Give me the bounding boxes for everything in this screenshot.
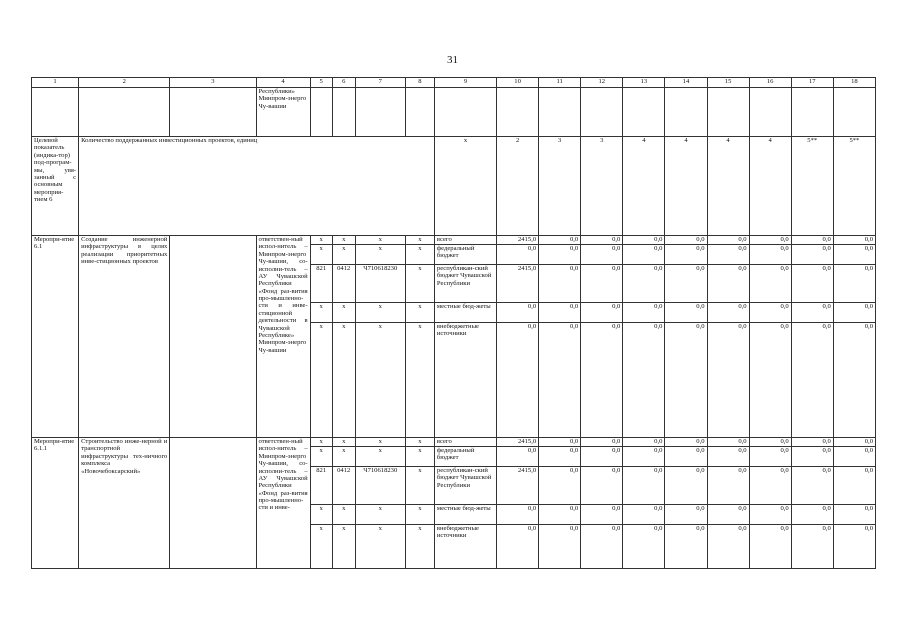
funding-value: 2415,0 bbox=[497, 438, 539, 447]
funding-value: 0,0 bbox=[539, 438, 581, 447]
target-article-code: х bbox=[355, 447, 405, 467]
target-article-code: х bbox=[355, 438, 405, 447]
funding-value: 0,0 bbox=[791, 447, 833, 467]
column-number: 8 bbox=[405, 78, 434, 88]
funding-value: 0,0 bbox=[749, 265, 791, 303]
section-code: х bbox=[332, 245, 355, 265]
expense-type-code: х bbox=[405, 525, 434, 569]
funding-row bbox=[32, 236, 876, 245]
funding-value: 0,0 bbox=[833, 265, 875, 303]
expense-type-code: х bbox=[405, 303, 434, 323]
funding-value: 0,0 bbox=[581, 525, 623, 569]
empty-cell bbox=[405, 88, 434, 137]
funding-value: 0,0 bbox=[833, 505, 875, 525]
funding-value: 0,0 bbox=[833, 303, 875, 323]
funding-value: 0,0 bbox=[581, 438, 623, 447]
measure-name: Строительство инже-нерной и транспортной инфраструктуры тех-ничного комплекса «Новочебоксарский» bbox=[79, 438, 170, 569]
funding-value: 0,0 bbox=[749, 447, 791, 467]
funding-source: местные бюд-жеты bbox=[434, 505, 496, 525]
funding-value: 0,0 bbox=[665, 467, 707, 505]
indicator-value: 4 bbox=[623, 137, 665, 236]
empty-cell bbox=[665, 88, 707, 137]
funding-value: 0,0 bbox=[707, 525, 749, 569]
funding-value: 0,0 bbox=[665, 323, 707, 438]
funding-value: 0,0 bbox=[665, 236, 707, 245]
section-code: 0412 bbox=[332, 467, 355, 505]
target-article-code: х bbox=[355, 303, 405, 323]
funding-value: 0,0 bbox=[623, 447, 665, 467]
empty-cell bbox=[791, 88, 833, 137]
section-code: х bbox=[332, 303, 355, 323]
funding-value: 0,0 bbox=[665, 265, 707, 303]
funding-value: 0,0 bbox=[749, 323, 791, 438]
funding-source: внебюджетные источники bbox=[434, 323, 496, 438]
funding-value: 0,0 bbox=[707, 236, 749, 245]
funding-value: 0,0 bbox=[791, 303, 833, 323]
column-number: 15 bbox=[707, 78, 749, 88]
funding-value: 0,0 bbox=[539, 505, 581, 525]
empty-cell bbox=[170, 88, 256, 137]
empty-cell bbox=[833, 88, 875, 137]
grbs-code: 821 bbox=[310, 265, 332, 303]
funding-value: 0,0 bbox=[707, 505, 749, 525]
indicator-label: Целевой показатель (индика-тор) под-програм-мы, увя-занный с основным мероприя-тием 6 bbox=[32, 137, 79, 236]
empty-cell bbox=[623, 88, 665, 137]
indicator-value: 5** bbox=[833, 137, 875, 236]
funding-value: 0,0 bbox=[539, 467, 581, 505]
grbs-code: х bbox=[310, 303, 332, 323]
expense-type-code: х bbox=[405, 245, 434, 265]
section-code: х bbox=[332, 438, 355, 447]
funding-value: 0,0 bbox=[707, 467, 749, 505]
funding-value: 0,0 bbox=[623, 525, 665, 569]
funding-value: 0,0 bbox=[581, 467, 623, 505]
target-article-code: х bbox=[355, 323, 405, 438]
section-code: х bbox=[332, 236, 355, 245]
funding-value: 0,0 bbox=[833, 447, 875, 467]
funding-value: 0,0 bbox=[749, 505, 791, 525]
funding-value: 0,0 bbox=[581, 236, 623, 245]
funding-value: 0,0 bbox=[581, 505, 623, 525]
funding-value: 0,0 bbox=[749, 467, 791, 505]
column-number: 17 bbox=[791, 78, 833, 88]
empty-cell bbox=[332, 88, 355, 137]
funding-value: 0,0 bbox=[581, 265, 623, 303]
column-number: 12 bbox=[581, 78, 623, 88]
funding-value: 0,0 bbox=[497, 525, 539, 569]
funding-value: 0,0 bbox=[791, 525, 833, 569]
expense-type-code: х bbox=[405, 236, 434, 245]
empty-cell bbox=[32, 88, 79, 137]
funding-value: 0,0 bbox=[791, 245, 833, 265]
funding-value: 2415,0 bbox=[497, 236, 539, 245]
funding-value: 0,0 bbox=[623, 467, 665, 505]
indicator-value: 4 bbox=[749, 137, 791, 236]
funding-value: 0,0 bbox=[833, 525, 875, 569]
indicator-value: 3 bbox=[539, 137, 581, 236]
funding-value: 0,0 bbox=[749, 303, 791, 323]
funding-value: 0,0 bbox=[707, 265, 749, 303]
funding-value: 0,0 bbox=[623, 505, 665, 525]
funding-value: 0,0 bbox=[539, 447, 581, 467]
budget-table bbox=[31, 77, 876, 569]
section-code: 0412 bbox=[332, 265, 355, 303]
indicator-value: 5** bbox=[791, 137, 833, 236]
funding-value: 0,0 bbox=[581, 303, 623, 323]
funding-value: 0,0 bbox=[581, 447, 623, 467]
column-number: 5 bbox=[310, 78, 332, 88]
funding-value: 0,0 bbox=[665, 447, 707, 467]
funding-value: 0,0 bbox=[497, 447, 539, 467]
grbs-code: х bbox=[310, 245, 332, 265]
funding-value: 0,0 bbox=[665, 505, 707, 525]
funding-source: республикан-ский бюджет Чувашской Республики bbox=[434, 467, 496, 505]
funding-value: 0,0 bbox=[539, 236, 581, 245]
funding-value: 0,0 bbox=[623, 236, 665, 245]
executor-cell: ответствен-ный испол-нитель – Минпром-энерго Чу-вашии, со-исполни-тель – АУ Чувашской Республики «Фонд раз-вития про-мышленно-сти и инве- bbox=[256, 438, 310, 569]
funding-value: 2415,0 bbox=[497, 467, 539, 505]
section-code: х bbox=[332, 447, 355, 467]
funding-value: 0,0 bbox=[665, 245, 707, 265]
funding-value: 0,0 bbox=[497, 323, 539, 438]
funding-value: 0,0 bbox=[749, 245, 791, 265]
funding-value: 0,0 bbox=[833, 245, 875, 265]
empty-cell bbox=[434, 88, 496, 137]
indicator-code: х bbox=[434, 137, 496, 236]
funding-value: 0,0 bbox=[665, 525, 707, 569]
funding-value: 0,0 bbox=[539, 245, 581, 265]
funding-value: 0,0 bbox=[791, 467, 833, 505]
indicator-row bbox=[32, 137, 876, 236]
funding-value: 0,0 bbox=[623, 265, 665, 303]
indicator-value: 4 bbox=[665, 137, 707, 236]
empty-cell bbox=[355, 88, 405, 137]
funding-value: 0,0 bbox=[833, 323, 875, 438]
grbs-code: 821 bbox=[310, 467, 332, 505]
funding-value: 0,0 bbox=[791, 265, 833, 303]
executor-cell: ответствен-ный испол-нитель – Минпром-энерго Чу-вашии, со-исполни-тель – АУ Чувашской Республики «Фонд раз-вития про-мышленно-сти и инве-стиционной деятельности в Чувашской Республике» Минпром-энерго Чу-вашии bbox=[256, 236, 310, 438]
funding-value: 0,0 bbox=[707, 447, 749, 467]
funding-value: 0,0 bbox=[749, 236, 791, 245]
target-article-code: х bbox=[355, 245, 405, 265]
indicator-text: Количество поддержанных инвестиционных проектов, единиц bbox=[79, 137, 435, 236]
funding-value: 0,0 bbox=[665, 438, 707, 447]
grbs-code: х bbox=[310, 323, 332, 438]
column-number: 4 bbox=[256, 78, 310, 88]
empty-cell bbox=[581, 88, 623, 137]
target-article-code: Ч710618230 bbox=[355, 467, 405, 505]
page-number: 31 bbox=[447, 54, 458, 66]
funding-value: 0,0 bbox=[833, 236, 875, 245]
funding-value: 0,0 bbox=[623, 323, 665, 438]
funding-value: 0,0 bbox=[581, 323, 623, 438]
funding-source: местные бюд-жеты bbox=[434, 303, 496, 323]
funding-value: 0,0 bbox=[539, 303, 581, 323]
column-number: 3 bbox=[170, 78, 256, 88]
section-code: х bbox=[332, 505, 355, 525]
expense-type-code: х bbox=[405, 323, 434, 438]
funding-value: 0,0 bbox=[539, 265, 581, 303]
expense-type-code: х bbox=[405, 447, 434, 467]
funding-value: 0,0 bbox=[623, 245, 665, 265]
column-number: 9 bbox=[434, 78, 496, 88]
target-article-code: х bbox=[355, 236, 405, 245]
section-code: х bbox=[332, 525, 355, 569]
funding-value: 0,0 bbox=[749, 438, 791, 447]
funding-value: 0,0 bbox=[497, 505, 539, 525]
funding-value: 0,0 bbox=[665, 303, 707, 323]
measure-label: Меропри-ятие 6.1.1 bbox=[32, 438, 79, 569]
measure-name: Создание инженерной инфраструктуры в целях реализации приоритетных инве-стиционных проектов bbox=[79, 236, 170, 438]
funding-value: 0,0 bbox=[539, 323, 581, 438]
empty-cell bbox=[170, 438, 256, 569]
column-number: 7 bbox=[355, 78, 405, 88]
funding-value: 0,0 bbox=[791, 323, 833, 438]
expense-type-code: х bbox=[405, 467, 434, 505]
empty-cell bbox=[707, 88, 749, 137]
funding-value: 0,0 bbox=[707, 245, 749, 265]
funding-value: 0,0 bbox=[623, 438, 665, 447]
target-article-code: х bbox=[355, 505, 405, 525]
funding-source: республикан-ский бюджет Чувашской Республики bbox=[434, 265, 496, 303]
indicator-value: 4 bbox=[707, 137, 749, 236]
funding-value: 0,0 bbox=[497, 303, 539, 323]
target-article-code: Ч710618230 bbox=[355, 265, 405, 303]
funding-source: всего bbox=[434, 438, 496, 447]
funding-value: 0,0 bbox=[749, 525, 791, 569]
executor-cell: Республики» Минпром-энерго Чу-вашии bbox=[256, 88, 310, 137]
funding-value: 0,0 bbox=[707, 438, 749, 447]
expense-type-code: х bbox=[405, 505, 434, 525]
column-number: 10 bbox=[497, 78, 539, 88]
expense-type-code: х bbox=[405, 265, 434, 303]
section-code: х bbox=[332, 323, 355, 438]
funding-source: всего bbox=[434, 236, 496, 245]
empty-cell bbox=[497, 88, 539, 137]
funding-value: 0,0 bbox=[833, 438, 875, 447]
expense-type-code: х bbox=[405, 438, 434, 447]
funding-value: 0,0 bbox=[707, 303, 749, 323]
grbs-code: х bbox=[310, 438, 332, 447]
grbs-code: х bbox=[310, 505, 332, 525]
indicator-value: 2 bbox=[497, 137, 539, 236]
funding-source: федеральный бюджет bbox=[434, 447, 496, 467]
funding-value: 0,0 bbox=[791, 505, 833, 525]
empty-cell bbox=[170, 236, 256, 438]
grbs-code: х bbox=[310, 525, 332, 569]
funding-value: 0,0 bbox=[623, 303, 665, 323]
funding-value: 0,0 bbox=[791, 438, 833, 447]
funding-value: 0,0 bbox=[539, 525, 581, 569]
funding-value: 0,0 bbox=[791, 236, 833, 245]
column-number: 13 bbox=[623, 78, 665, 88]
funding-value: 0,0 bbox=[707, 323, 749, 438]
funding-value: 0,0 bbox=[497, 245, 539, 265]
target-article-code: х bbox=[355, 525, 405, 569]
funding-source: внебюджетные источники bbox=[434, 525, 496, 569]
column-number-row bbox=[32, 78, 876, 88]
empty-cell bbox=[310, 88, 332, 137]
empty-cell bbox=[539, 88, 581, 137]
indicator-value: 3 bbox=[581, 137, 623, 236]
column-number: 6 bbox=[332, 78, 355, 88]
column-number: 14 bbox=[665, 78, 707, 88]
column-number: 16 bbox=[749, 78, 791, 88]
continuation-row bbox=[32, 88, 876, 137]
funding-value: 0,0 bbox=[833, 467, 875, 505]
funding-value: 2415,0 bbox=[497, 265, 539, 303]
grbs-code: х bbox=[310, 236, 332, 245]
column-number: 1 bbox=[32, 78, 79, 88]
column-number: 18 bbox=[833, 78, 875, 88]
column-number: 2 bbox=[79, 78, 170, 88]
grbs-code: х bbox=[310, 447, 332, 467]
measure-label: Меропри-ятие 6.1 bbox=[32, 236, 79, 438]
funding-value: 0,0 bbox=[581, 245, 623, 265]
empty-cell bbox=[79, 88, 170, 137]
funding-row bbox=[32, 438, 876, 447]
funding-source: федеральный бюджет bbox=[434, 245, 496, 265]
empty-cell bbox=[749, 88, 791, 137]
column-number: 11 bbox=[539, 78, 581, 88]
